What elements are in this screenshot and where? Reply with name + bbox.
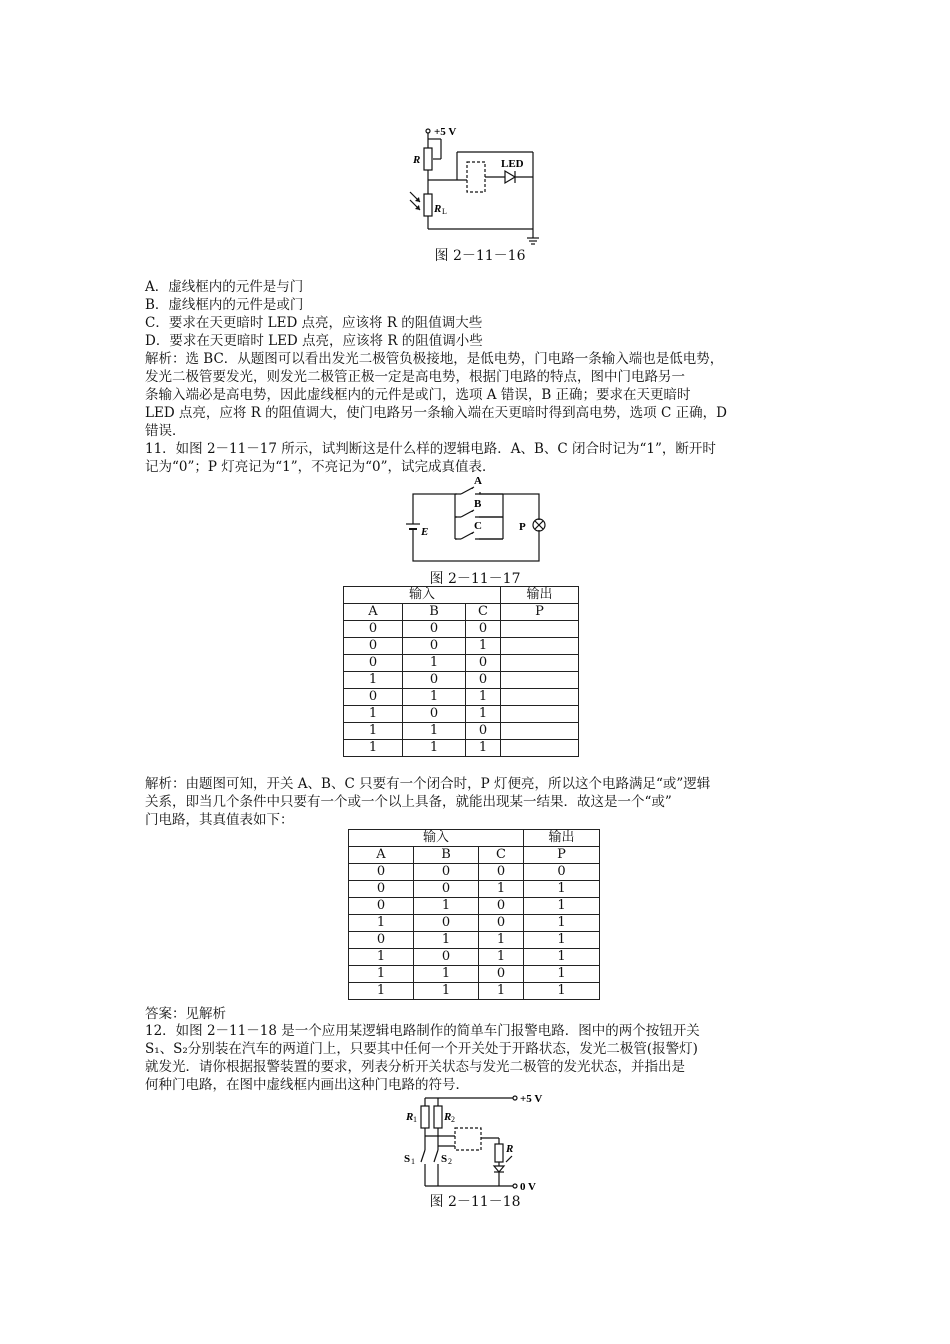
- table-header: P: [501, 604, 579, 621]
- table-cell: 0: [479, 915, 524, 932]
- r1-sub-label: 1: [413, 1115, 417, 1124]
- table-cell: 1: [344, 723, 403, 740]
- table-row: [344, 655, 579, 672]
- table-cell: 0: [403, 621, 466, 638]
- answer-line: 答案：见解析: [145, 1006, 226, 1022]
- table-cell: 0: [466, 723, 501, 740]
- s2-sub-label: 2: [448, 1157, 452, 1166]
- option-c: C．要求在天更暗时 LED 点亮，应该将 R 的阻值调大些: [145, 315, 483, 331]
- truth-table-answer: [348, 829, 600, 1000]
- table-cell: 0: [344, 638, 403, 655]
- table-cell: 1: [414, 898, 479, 915]
- table-cell: 1: [524, 983, 600, 1000]
- table-cell: 1: [524, 932, 600, 949]
- table-group-input: 输入: [344, 587, 501, 604]
- question-line: 何种门电路，在图中虚线框内画出这种门电路的符号．: [145, 1077, 469, 1093]
- question-line: S₁、S₂分别装在汽车的两道门上，只要其中任何一个开关处于开路状态，发光二极管(报警灯): [145, 1041, 698, 1057]
- figure-caption: 图 2－11－18: [429, 1194, 521, 1210]
- switch-c-label: C: [474, 520, 482, 532]
- table-group-output: 输出: [501, 587, 579, 604]
- table-row: [344, 689, 579, 706]
- table-row: [349, 932, 600, 949]
- rl-sub-label: L: [442, 207, 447, 216]
- table-cell: 0: [344, 621, 403, 638]
- table-cell: 1: [479, 881, 524, 898]
- option-b: B．虚线框内的元件是或门: [145, 297, 304, 313]
- table-cell: 1: [479, 949, 524, 966]
- figure-caption: 图 2－11－16: [434, 248, 526, 264]
- table-row: [349, 864, 600, 881]
- table-header: A: [349, 847, 414, 864]
- table-cell: [501, 655, 579, 672]
- rl-label: R: [434, 203, 442, 215]
- table-cell: 0: [403, 706, 466, 723]
- table-cell: 1: [524, 915, 600, 932]
- table-row: [344, 638, 579, 655]
- analysis-line: 关系，即当几个条件中只要有一个或一个以上具备，就能出现某一结果．故这是一个“或”: [145, 794, 672, 810]
- table-group-input: 输入: [349, 830, 524, 847]
- supply-label: +5 V: [520, 1093, 543, 1105]
- switch-a-label: A: [474, 475, 482, 487]
- table-row: [349, 881, 600, 898]
- question-line: 11．如图 2－11－17 所示，试判断这是什么样的逻辑电路．A、B、C 闭合时记为“1”，断开时: [145, 441, 716, 457]
- option-d: D．要求在天更暗时 LED 点亮，应该将 R 的阻值调小些: [145, 333, 483, 349]
- table-cell: 0: [349, 898, 414, 915]
- s2-label: S: [441, 1153, 448, 1165]
- table-row: [344, 740, 579, 757]
- table-cell: 0: [479, 966, 524, 983]
- table-cell: 0: [344, 655, 403, 672]
- table-row: [344, 672, 579, 689]
- table-group-output: 输出: [524, 830, 600, 847]
- table-cell: 1: [349, 983, 414, 1000]
- question-line: 就发光．请你根据报警装置的要求，列表分析开关状态与发光二极管的发光状态，并指出是: [145, 1059, 685, 1075]
- table-cell: [501, 723, 579, 740]
- table-row: [349, 983, 600, 1000]
- table-cell: 0: [479, 898, 524, 915]
- table-cell: 0: [349, 881, 414, 898]
- table-header: C: [466, 604, 501, 621]
- table-cell: 0: [349, 864, 414, 881]
- analysis-line: LED 点亮，应将 R 的阻值调大，使门电路另一条输入端在天更暗时得到高电势，选项 C 正确，D: [145, 405, 727, 421]
- table-cell: [501, 621, 579, 638]
- table-cell: 1: [344, 706, 403, 723]
- table-header: B: [403, 604, 466, 621]
- table-cell: 1: [524, 881, 600, 898]
- lamp-p-label: P: [519, 521, 526, 533]
- table-row: [344, 706, 579, 723]
- switch-b-label: B: [474, 498, 482, 510]
- table-cell: 0: [414, 864, 479, 881]
- supply-label: +5 V: [434, 126, 457, 138]
- table-cell: 0: [466, 655, 501, 672]
- s1-sub-label: 1: [411, 1157, 415, 1166]
- table-cell: 1: [344, 672, 403, 689]
- table-cell: 0: [344, 689, 403, 706]
- table-cell: 1: [479, 932, 524, 949]
- r-label: R: [506, 1143, 514, 1155]
- table-cell: 0: [466, 672, 501, 689]
- table-cell: 1: [403, 740, 466, 757]
- table-cell: [501, 672, 579, 689]
- s1-label: S: [404, 1153, 411, 1165]
- r2-sub-label: 2: [451, 1115, 455, 1124]
- table-header: A: [344, 604, 403, 621]
- table-cell: 1: [403, 723, 466, 740]
- table-cell: 0: [349, 932, 414, 949]
- table-cell: [501, 638, 579, 655]
- battery-e-label: E: [421, 526, 429, 538]
- table-cell: 0: [479, 864, 524, 881]
- table-cell: 1: [349, 966, 414, 983]
- analysis-line: 条输入端必是高电势，因此虚线框内的元件是或门，选项 A 错误，B 正确；要求在天更暗时: [145, 387, 691, 403]
- table-row: [349, 949, 600, 966]
- table-cell: 1: [349, 949, 414, 966]
- r2-label: R: [444, 1111, 452, 1123]
- table-cell: 1: [344, 740, 403, 757]
- truth-table-blank: [343, 586, 579, 757]
- table-cell: 0: [403, 672, 466, 689]
- question-line: 记为“0”；P 灯亮记为“1”，不亮记为“0”，试完成真值表．: [145, 459, 496, 475]
- table-cell: 1: [524, 966, 600, 983]
- table-row: [349, 915, 600, 932]
- led-label: LED: [501, 158, 524, 170]
- r-label: R: [413, 154, 421, 166]
- table-row: [344, 621, 579, 638]
- table-cell: 1: [349, 915, 414, 932]
- analysis-line: 发光二极管要发光，则发光二极管正极一定是高电势，根据门电路的特点，图中门电路另一: [145, 369, 685, 385]
- analysis-line: 解析：由题图可知，开关 A、B、C 只要有一个闭合时，P 灯便亮，所以这个电路满足“或”逻辑: [145, 776, 711, 792]
- table-header: C: [479, 847, 524, 864]
- option-a: A．虚线框内的元件是与门: [145, 279, 304, 295]
- table-row: [349, 966, 600, 983]
- table-cell: 1: [479, 983, 524, 1000]
- table-cell: [501, 689, 579, 706]
- table-header: P: [524, 847, 600, 864]
- figure-2-11-17: [405, 472, 550, 567]
- table-cell: 0: [414, 915, 479, 932]
- table-cell: 1: [466, 638, 501, 655]
- figure-caption: 图 2－11－17: [429, 571, 521, 587]
- table-header: B: [414, 847, 479, 864]
- figure-2-11-18: [400, 1090, 560, 1195]
- table-cell: 1: [403, 655, 466, 672]
- analysis-line: 解析：选 BC．从题图可以看出发光二极管负极接地，是低电势，门电路一条输入端也是低电势，: [145, 351, 724, 367]
- table-cell: 1: [403, 689, 466, 706]
- table-cell: 1: [524, 898, 600, 915]
- table-cell: 1: [414, 983, 479, 1000]
- table-cell: 0: [414, 881, 479, 898]
- table-cell: 0: [524, 864, 600, 881]
- table-cell: 1: [524, 949, 600, 966]
- question-line: 12．如图 2－11－18 是一个应用某逻辑电路制作的简单车门报警电路．图中的两个按钮开关: [145, 1023, 700, 1039]
- table-cell: 0: [414, 949, 479, 966]
- r1-label: R: [406, 1111, 414, 1123]
- table-cell: 1: [414, 966, 479, 983]
- table-cell: 1: [414, 932, 479, 949]
- table-cell: [501, 740, 579, 757]
- table-cell: [501, 706, 579, 723]
- table-cell: 1: [466, 740, 501, 757]
- table-row: [349, 898, 600, 915]
- table-row: [344, 723, 579, 740]
- table-cell: 0: [466, 621, 501, 638]
- analysis-line: 错误．: [145, 423, 186, 439]
- figure-2-11-16: [405, 122, 555, 247]
- table-cell: 0: [403, 638, 466, 655]
- ground-label: 0 V: [520, 1181, 536, 1193]
- analysis-line: 门电路，其真值表如下：: [145, 812, 294, 828]
- table-cell: 1: [466, 706, 501, 723]
- table-cell: 1: [466, 689, 501, 706]
